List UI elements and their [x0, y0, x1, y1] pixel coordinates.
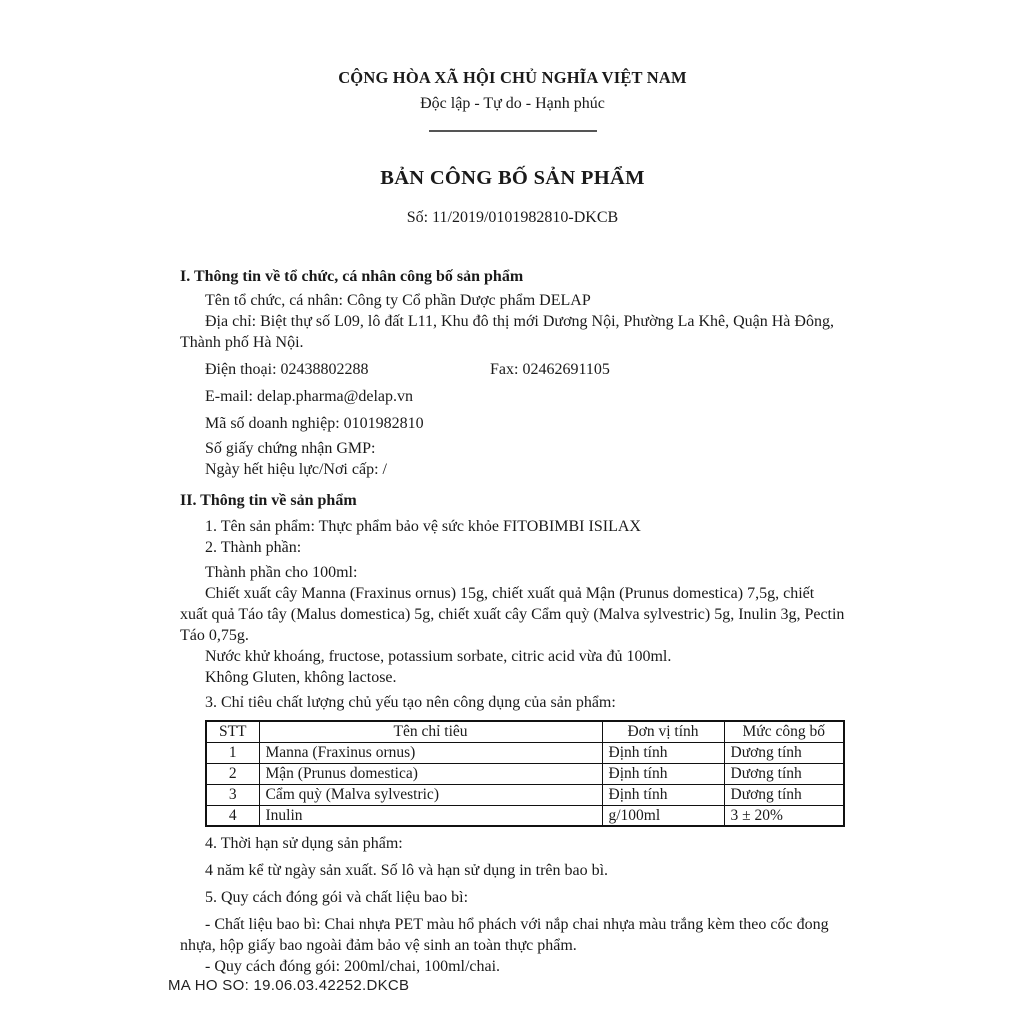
section-1-heading: I. Thông tin về tổ chức, cá nhân công bố sản phẩm [180, 268, 524, 285]
document-number: Số: 11/2019/0101982810-DKCB [406, 209, 619, 226]
cell-declared: 3 ± 20% [724, 805, 844, 826]
fax-line: Fax: 02462691105 [490, 361, 610, 378]
gmp-certificate-line: Số giấy chứng nhận GMP: [205, 440, 376, 457]
cell-stt: 2 [206, 763, 259, 784]
product-name-line: 1. Tên sản phẩm: Thực phẩm bảo vệ sức khỏe FITOBIMBI ISILAX [205, 518, 641, 535]
declaration-document [180, 0, 845, 1024]
cell-declared: Dương tính [724, 784, 844, 805]
cell-unit: Định tính [602, 784, 724, 805]
cell-declared: Dương tính [724, 742, 844, 763]
expiry-line: Ngày hết hiệu lực/Nơi cấp: / [205, 461, 387, 478]
country-name: CỘNG HÒA XÃ HỘI CHỦ NGHĨA VIỆT NAM [338, 68, 687, 87]
dossier-code: MA HO SO: 19.06.03.42252.DKCB [168, 977, 410, 994]
table-header-row [206, 721, 844, 742]
cell-declared: Dương tính [724, 763, 844, 784]
allergen-note-line: Không Gluten, không lactose. [205, 669, 397, 686]
contact-row [180, 359, 845, 380]
header-cell-stt: STT [206, 721, 259, 742]
ingredients-heading-line: 2. Thành phần: [205, 539, 302, 556]
header-cell-unit: Đơn vị tính [602, 721, 724, 742]
cell-unit: Định tính [602, 763, 724, 784]
header-divider [429, 130, 597, 132]
cell-name: Mận (Prunus domestica) [259, 763, 602, 784]
org-name-line: Tên tổ chức, cá nhân: Công ty Cổ phần Dược phẩm DELAP [205, 292, 591, 309]
packaging-spec-line: - Quy cách đóng gói: 200ml/chai, 100ml/chai. [205, 958, 501, 975]
email-line: E-mail: delap.pharma@delap.vn [205, 388, 413, 405]
quality-heading-line: 3. Chỉ tiêu chất lượng chủ yếu tạo nên công dụng của sản phẩm: [205, 694, 616, 711]
cell-name: Inulin [259, 805, 602, 826]
quality-criteria-table [205, 720, 845, 827]
address-line: Địa chỉ: Biệt thự số L09, lô đất L11, Khu đô thị mới Dương Nội, Phường La Khê, Quận Hà Đông, Thành phố Hà Nội. [180, 313, 834, 351]
packaging-material-line: - Chất liệu bao bì: Chai nhựa PET màu hổ phách với nắp chai nhựa màu trắng kèm theo cốc đong nhựa, hộp giấy bao ngoài đảm bảo vệ sinh an toàn thực phẩm. [180, 916, 829, 954]
table-row [206, 742, 844, 763]
national-header [180, 68, 845, 132]
cell-unit: Định tính [602, 742, 724, 763]
national-motto: Độc lập - Tự do - Hạnh phúc [420, 95, 605, 112]
shelf-life-heading-line: 4. Thời hạn sử dụng sản phẩm: [205, 835, 403, 852]
packaging-heading-line: 5. Quy cách đóng gói và chất liệu bao bì: [205, 889, 469, 906]
table-row [206, 763, 844, 784]
cell-unit: g/100ml [602, 805, 724, 826]
cell-name: Cẩm quỳ (Malva sylvestric) [259, 784, 602, 805]
ingredients-other-line: Nước khử khoáng, fructose, potassium sorbate, citric acid vừa đủ 100ml. [205, 648, 672, 665]
cell-name: Manna (Fraxinus ornus) [259, 742, 602, 763]
header-cell-name: Tên chỉ tiêu [259, 721, 602, 742]
cell-stt: 3 [206, 784, 259, 805]
table-row [206, 784, 844, 805]
cell-stt: 1 [206, 742, 259, 763]
phone-line: Điện thoại: 02438802288 [205, 361, 369, 378]
ingredients-per-line: Thành phần cho 100ml: [205, 564, 358, 581]
business-code-line: Mã số doanh nghiệp: 0101982810 [205, 415, 424, 432]
ingredients-detail-line: Chiết xuất cây Manna (Fraxinus ornus) 15g, chiết xuất quả Mận (Prunus domestica) 7,5g, chiết xuất quả Táo tây (Malus domestica) 5g, chiết xuất cây Cẩm quỳ (Malva sylvestric) 5g, Inulin 3g, Pectin Táo 0,75g. [180, 585, 845, 644]
table-row [206, 805, 844, 826]
shelf-life-text-line: 4 năm kể từ ngày sản xuất. Số lô và hạn sử dụng in trên bao bì. [205, 862, 609, 879]
cell-stt: 4 [206, 805, 259, 826]
section-2-heading: II. Thông tin về sản phẩm [180, 492, 357, 509]
document-title: BẢN CÔNG BỐ SẢN PHẨM [380, 167, 645, 189]
header-cell-declared: Mức công bố [724, 721, 844, 742]
